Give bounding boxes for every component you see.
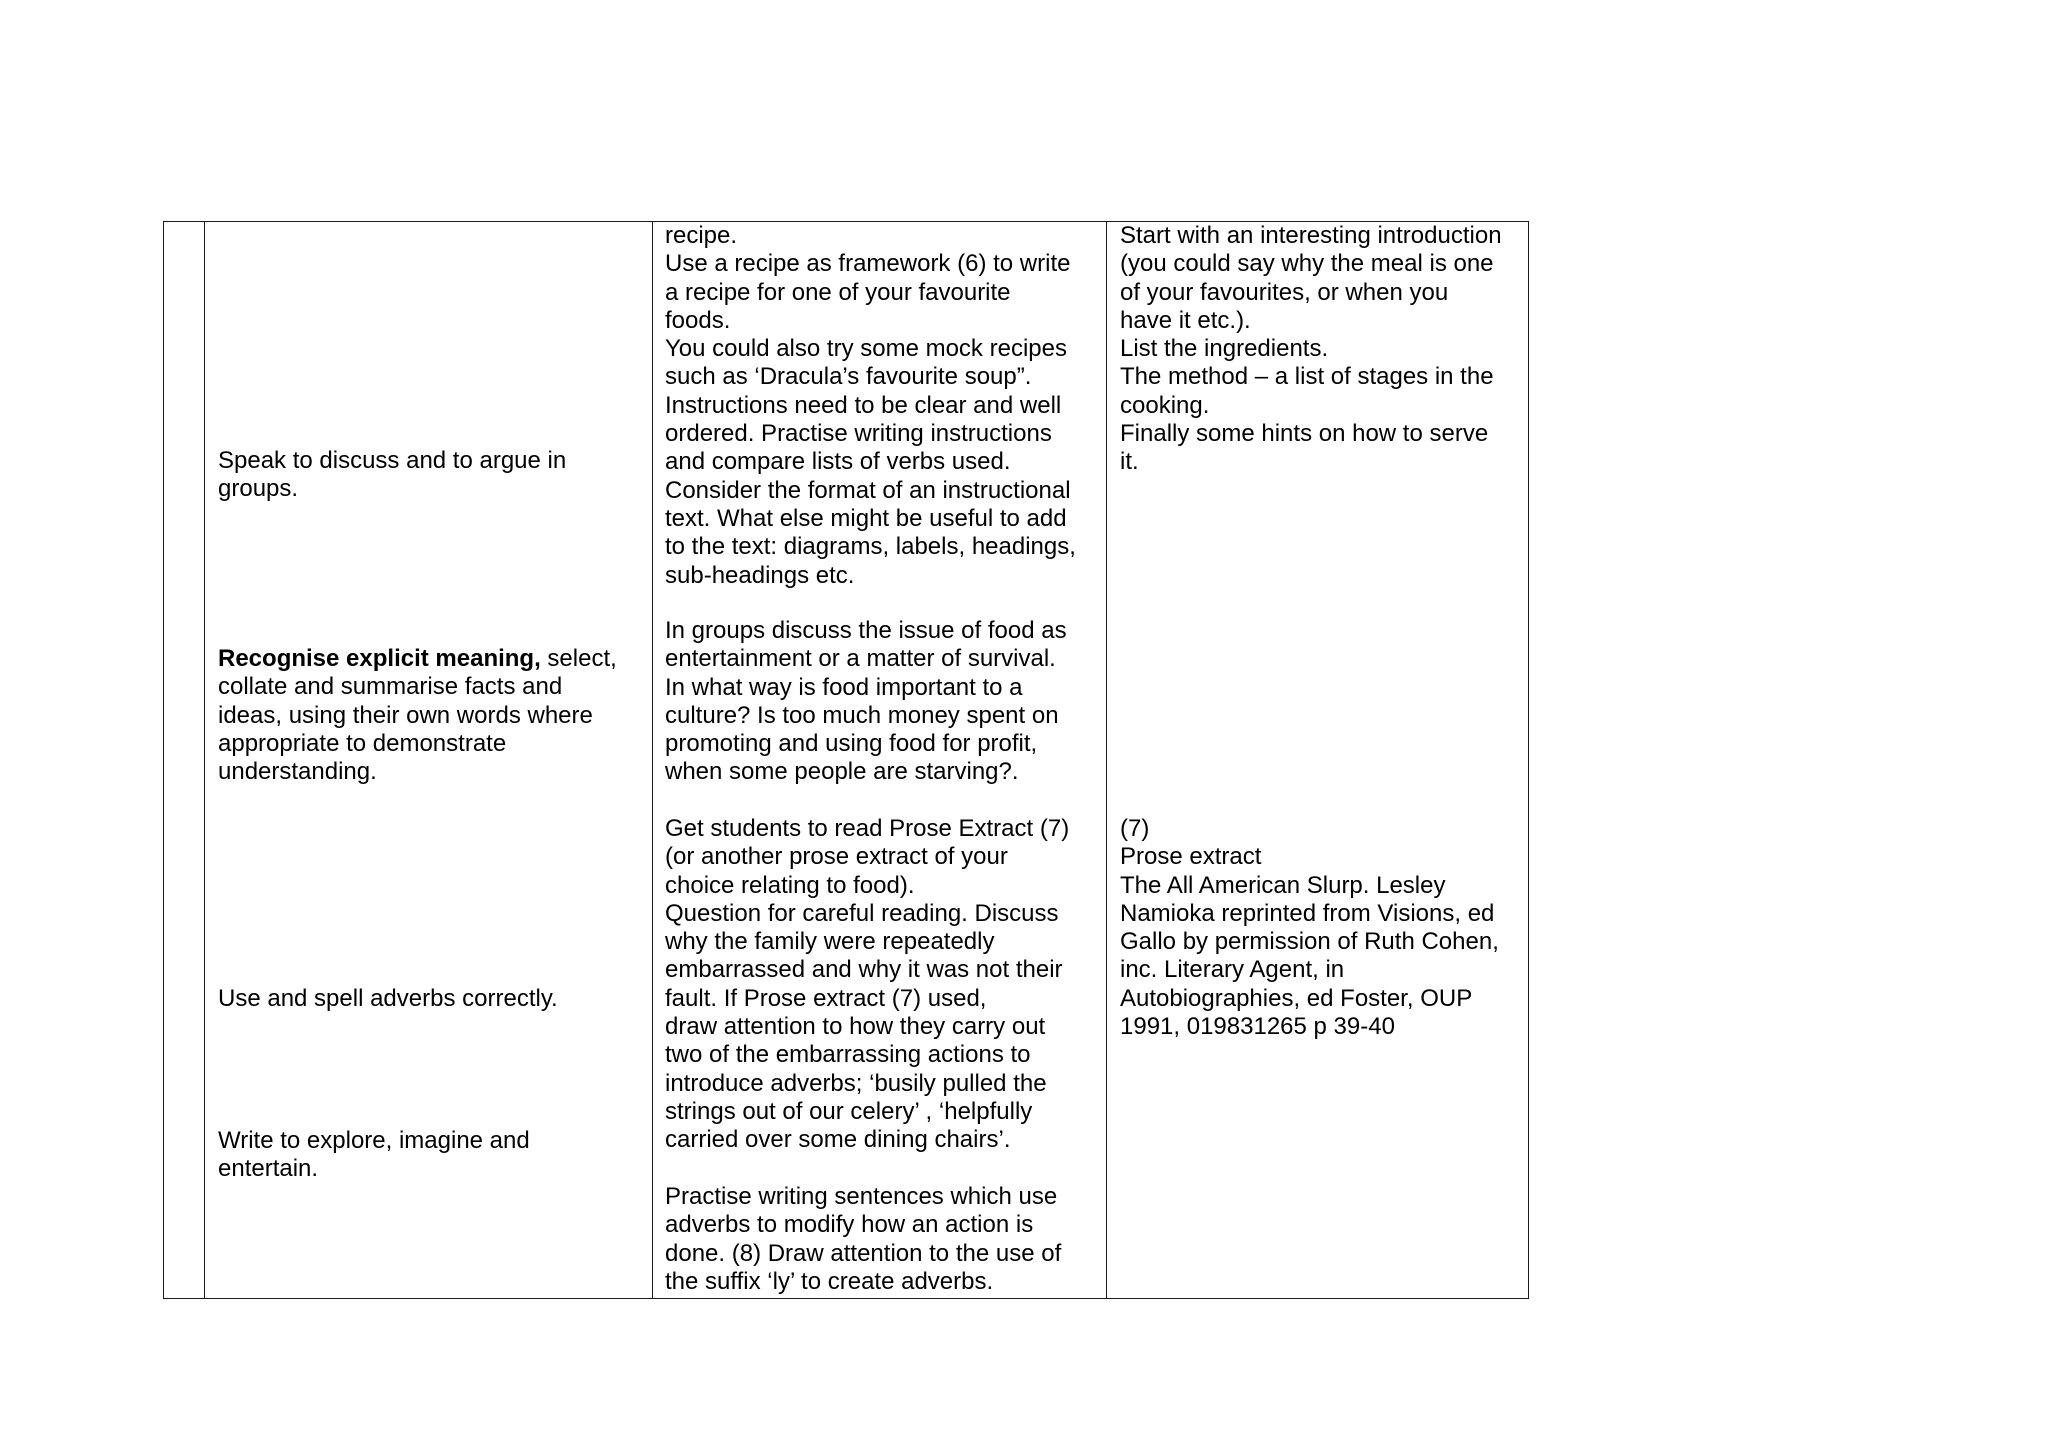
objective-recognise: Recognise explicit meaning, select, collate and summarise facts and ideas, using their own words where appropriate to demonstrate understanding.: [218, 645, 617, 786]
note-recipe-structure: Start with an interesting introduction (you could say why the meal is one of your favourites, or when you have it etc.). List the ingredients. The method – a list of stages in the cooking. Finally some hints on how to serve it.: [1120, 222, 1502, 476]
margin-column-cell: [164, 222, 205, 1299]
objective-recognise-bold: Recognise explicit meaning,: [218, 645, 541, 672]
objective-write: Write to explore, imagine and entertain.: [218, 1127, 530, 1183]
activities-column-cell: [653, 222, 1107, 1299]
note-source-citation: (7) Prose extract The All American Slurp. Lesley Namioka reprinted from Visions, ed Gallo by permission of Ruth Cohen, inc. Literary Agent, in Autobiographies, ed Foster, OUP 1991, 019831265 p 39-40: [1120, 815, 1499, 1041]
table-row: [164, 222, 1529, 1299]
activity-prose: Get students to read Prose Extract (7) (or another prose extract of your choice relating to food). Question for careful reading. Discuss why the family were repeatedly embarrassed and why it was not their fault. If Prose extract (7) used, draw attention to how they carry out two of the embarrassing actions to introduce adverbs; ‘busily pulled the strings out of our celery’ , ‘helpfully carried over some dining chairs’.: [665, 815, 1070, 1154]
activity-groups: In groups discuss the issue of food as entertainment or a matter of survival. In what way is food important to a culture? Is too much money spent on promoting and using food for profit, when some people are starving?.: [665, 617, 1067, 786]
objectives-column-cell: [205, 222, 653, 1299]
objective-adverbs: Use and spell adverbs correctly.: [218, 985, 558, 1012]
activity-practise: Practise writing sentences which use adverbs to modify how an action is done. (8) Draw attention to the use of the suffix ‘ly’ to create adverbs.: [665, 1183, 1062, 1295]
objective-speak: Speak to discuss and to argue in groups.: [218, 447, 567, 503]
activity-recipe: recipe. Use a recipe as framework (6) to write a recipe for one of your favourite foods. You could also try some mock recipes such as ‘Dracula’s favourite soup”. Instructions need to be clear and well ordered. Practise writing instructions and compare lists of verbs used. Consider the format of an instructional text. What else might be useful to add to the text: diagrams, labels, headings, sub-headings etc.: [665, 222, 1076, 589]
lesson-plan-table: [163, 221, 1529, 1299]
notes-column-cell: [1107, 222, 1529, 1299]
